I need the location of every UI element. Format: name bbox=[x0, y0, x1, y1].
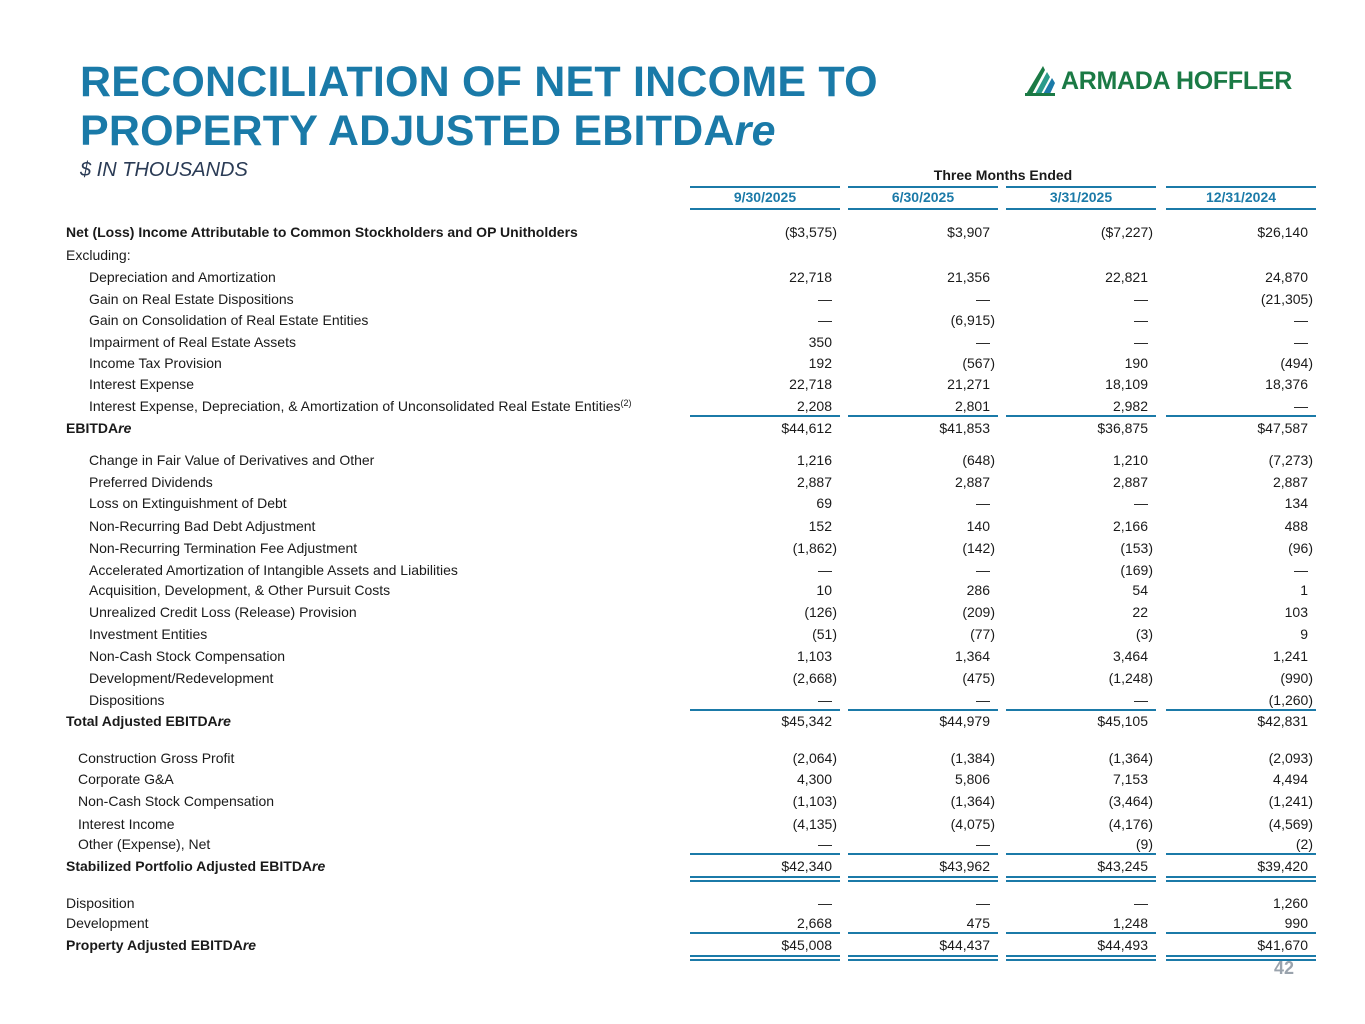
table-row bbox=[0, 397, 1365, 415]
cell-9-30-2025: 1,216 bbox=[796, 452, 832, 468]
cell-3-31-2025: 190 bbox=[1124, 355, 1148, 371]
subtotal-rule bbox=[848, 853, 998, 855]
cell-9-30-2025: — bbox=[818, 291, 832, 307]
subtotal-rule bbox=[690, 709, 840, 711]
row-label-change-in-fair-value-of-derivatives-and-other: Change in Fair Value of Derivatives and Other bbox=[89, 452, 375, 468]
cell-9-30-2025: (51) bbox=[812, 626, 837, 642]
table-row bbox=[0, 581, 1365, 599]
table-row bbox=[0, 749, 1365, 767]
row-label-gain-on-real-estate-dispositions: Gain on Real Estate Dispositions bbox=[89, 291, 294, 307]
cell-3-31-2025: (153) bbox=[1120, 540, 1153, 556]
cell-9-30-2025: — bbox=[818, 895, 832, 911]
table-row bbox=[0, 691, 1365, 709]
subtotal-rule bbox=[1166, 415, 1316, 417]
cell-9-30-2025: — bbox=[818, 312, 832, 328]
company-logo bbox=[1023, 63, 1292, 99]
table-row bbox=[0, 517, 1365, 535]
cell-3-31-2025: $45,105 bbox=[1097, 713, 1148, 729]
logo-text: ARMADA HOFFLER bbox=[1061, 66, 1292, 95]
cell-12-31-2024: 103 bbox=[1284, 604, 1308, 620]
cell-12-31-2024: 9 bbox=[1300, 626, 1308, 642]
cell-3-31-2025: 2,166 bbox=[1112, 518, 1148, 534]
row-label-net-loss-income-attributable-to-common-stockholders-and-op-unitholders: Net (Loss) Income Attributable to Common Stockholders and OP Unitholders bbox=[66, 224, 578, 240]
cell-6-30-2025: — bbox=[976, 836, 990, 852]
cell-3-31-2025: 1,210 bbox=[1112, 452, 1148, 468]
table-row bbox=[0, 669, 1365, 687]
table-row bbox=[0, 857, 1365, 875]
table-row bbox=[0, 625, 1365, 643]
table-row bbox=[0, 494, 1365, 512]
cell-6-30-2025: — bbox=[976, 895, 990, 911]
cell-9-30-2025: 2,208 bbox=[796, 398, 832, 414]
cell-3-31-2025: (9) bbox=[1135, 836, 1153, 852]
cell-6-30-2025: 1,364 bbox=[954, 648, 990, 664]
subtotal-rule bbox=[1166, 853, 1316, 855]
cell-6-30-2025: 2,801 bbox=[954, 398, 990, 414]
cell-3-31-2025: — bbox=[1134, 312, 1148, 328]
cell-9-30-2025: 22,718 bbox=[789, 376, 832, 392]
cell-9-30-2025: (4,135) bbox=[792, 816, 837, 832]
cell-9-30-2025: (2,668) bbox=[792, 670, 837, 686]
cell-3-31-2025: — bbox=[1134, 692, 1148, 708]
cell-3-31-2025: 2,982 bbox=[1112, 398, 1148, 414]
cell-6-30-2025: 5,806 bbox=[954, 771, 990, 787]
group-header: Three Months Ended bbox=[933, 167, 1073, 183]
cell-3-31-2025: $36,875 bbox=[1097, 420, 1148, 436]
subtotal-rule bbox=[1006, 415, 1156, 417]
table-row bbox=[0, 561, 1365, 579]
table-row bbox=[0, 770, 1365, 788]
table-row bbox=[0, 603, 1365, 621]
column-header-0: 9/30/2025 bbox=[690, 186, 840, 210]
cell-12-31-2024: 1 bbox=[1300, 582, 1308, 598]
table-row bbox=[0, 914, 1365, 932]
page-number: 42 bbox=[1274, 958, 1295, 978]
cell-6-30-2025: $3,907 bbox=[947, 224, 990, 240]
table-row bbox=[0, 290, 1365, 308]
row-label-other-expense-net: Other (Expense), Net bbox=[78, 836, 211, 852]
row-label-depreciation-and-amortization: Depreciation and Amortization bbox=[89, 269, 276, 285]
cell-12-31-2024: $47,587 bbox=[1257, 420, 1308, 436]
cell-6-30-2025: $44,979 bbox=[939, 713, 990, 729]
column-header-2: 3/31/2025 bbox=[1006, 186, 1156, 210]
cell-6-30-2025: — bbox=[976, 562, 990, 578]
cell-3-31-2025: $43,245 bbox=[1097, 858, 1148, 874]
cell-6-30-2025: — bbox=[976, 692, 990, 708]
cell-3-31-2025: 7,153 bbox=[1112, 771, 1148, 787]
title-line-1: RECONCILIATION OF NET INCOME TO bbox=[80, 58, 878, 106]
cell-6-30-2025: 286 bbox=[966, 582, 990, 598]
cell-12-31-2024: (1,260) bbox=[1268, 692, 1313, 708]
page-title bbox=[80, 58, 878, 156]
subtotal-rule bbox=[1166, 932, 1316, 934]
title-line-2-suffix: re bbox=[734, 107, 776, 155]
cell-3-31-2025: $44,493 bbox=[1097, 937, 1148, 953]
cell-12-31-2024: — bbox=[1294, 312, 1308, 328]
cell-6-30-2025: (6,915) bbox=[950, 312, 995, 328]
cell-12-31-2024: (2,093) bbox=[1268, 750, 1313, 766]
subtotal-rule bbox=[848, 709, 998, 711]
table-row bbox=[0, 451, 1365, 469]
cell-12-31-2024: 488 bbox=[1284, 518, 1308, 534]
cell-6-30-2025: (648) bbox=[962, 452, 995, 468]
cell-12-31-2024: (1,241) bbox=[1268, 793, 1313, 809]
table-row bbox=[0, 268, 1365, 286]
cell-12-31-2024: $39,420 bbox=[1257, 858, 1308, 874]
subtotal-rule bbox=[690, 415, 840, 417]
row-label-excluding: Excluding: bbox=[66, 247, 131, 263]
row-label-gain-on-consolidation-of-real-estate-entities: Gain on Consolidation of Real Estate Entities bbox=[89, 312, 369, 328]
column-header-3: 12/31/2024 bbox=[1166, 186, 1316, 210]
cell-6-30-2025: 475 bbox=[966, 915, 990, 931]
cell-12-31-2024: 24,870 bbox=[1265, 269, 1308, 285]
cell-9-30-2025: $45,008 bbox=[781, 937, 832, 953]
cell-9-30-2025: 350 bbox=[808, 334, 832, 350]
cell-6-30-2025: — bbox=[976, 334, 990, 350]
table-row bbox=[0, 246, 1365, 264]
cell-12-31-2024: 134 bbox=[1284, 495, 1308, 511]
armada-hoffler-icon bbox=[1023, 64, 1057, 98]
cell-12-31-2024: (7,273) bbox=[1268, 452, 1313, 468]
cell-3-31-2025 bbox=[1006, 246, 1156, 264]
row-label-accelerated-amortization-of-intangible-assets-and-liabilities: Accelerated Amortization of Intangible Assets and Liabilities bbox=[89, 562, 458, 578]
cell-3-31-2025: 1,248 bbox=[1112, 915, 1148, 931]
row-label-non-recurring-termination-fee-adjustment: Non-Recurring Termination Fee Adjustment bbox=[89, 540, 358, 556]
total-double-rule bbox=[1006, 876, 1156, 882]
row-label-total-adjusted-ebitdare: Total Adjusted EBITDAre bbox=[66, 713, 231, 729]
cell-9-30-2025: 192 bbox=[808, 355, 832, 371]
cell-3-31-2025: (3) bbox=[1135, 626, 1153, 642]
cell-6-30-2025: (142) bbox=[962, 540, 995, 556]
cell-6-30-2025: (1,384) bbox=[950, 750, 995, 766]
cell-6-30-2025: — bbox=[976, 291, 990, 307]
subtotal-rule bbox=[1006, 932, 1156, 934]
row-label-acquisition-development-other-pursuit-costs: Acquisition, Development, & Other Pursuit Costs bbox=[89, 582, 391, 598]
cell-3-31-2025: (4,176) bbox=[1108, 816, 1153, 832]
cell-12-31-2024 bbox=[1166, 246, 1316, 264]
cell-6-30-2025: (77) bbox=[970, 626, 995, 642]
cell-9-30-2025: 152 bbox=[808, 518, 832, 534]
cell-12-31-2024: — bbox=[1294, 334, 1308, 350]
cell-3-31-2025: 18,109 bbox=[1105, 376, 1148, 392]
table-row bbox=[0, 792, 1365, 810]
row-label-corporate-g-a: Corporate G&A bbox=[78, 771, 174, 787]
cell-3-31-2025: 2,887 bbox=[1112, 474, 1148, 490]
cell-12-31-2024: $42,831 bbox=[1257, 713, 1308, 729]
cell-12-31-2024: $26,140 bbox=[1257, 224, 1308, 240]
units-subtitle: $ IN THOUSANDS bbox=[80, 159, 248, 181]
cell-12-31-2024: (2) bbox=[1295, 836, 1313, 852]
table-row bbox=[0, 815, 1365, 833]
cell-6-30-2025: (475) bbox=[962, 670, 995, 686]
total-double-rule bbox=[690, 876, 840, 882]
row-label-investment-entities: Investment Entities bbox=[89, 626, 208, 642]
cell-3-31-2025: 3,464 bbox=[1112, 648, 1148, 664]
cell-12-31-2024: (21,305) bbox=[1260, 291, 1313, 307]
cell-9-30-2025: $42,340 bbox=[781, 858, 832, 874]
row-label-impairment-of-real-estate-assets: Impairment of Real Estate Assets bbox=[89, 334, 296, 350]
cell-12-31-2024: (494) bbox=[1280, 355, 1313, 371]
cell-9-30-2025: (1,103) bbox=[792, 793, 837, 809]
table-row bbox=[0, 473, 1365, 491]
cell-12-31-2024: (96) bbox=[1288, 540, 1313, 556]
cell-9-30-2025 bbox=[690, 246, 840, 264]
row-label-stabilized-portfolio-adjusted-ebitdare: Stabilized Portfolio Adjusted EBITDAre bbox=[66, 858, 326, 874]
cell-9-30-2025: 22,718 bbox=[789, 269, 832, 285]
table-row bbox=[0, 936, 1365, 954]
cell-3-31-2025: 22,821 bbox=[1105, 269, 1148, 285]
row-label-construction-gross-profit: Construction Gross Profit bbox=[78, 750, 235, 766]
cell-3-31-2025: 22 bbox=[1132, 604, 1148, 620]
cell-9-30-2025: $44,612 bbox=[781, 420, 832, 436]
row-label-interest-expense: Interest Expense bbox=[89, 376, 195, 392]
cell-9-30-2025: (2,064) bbox=[792, 750, 837, 766]
cell-9-30-2025: 69 bbox=[816, 495, 832, 511]
table-row bbox=[0, 419, 1365, 437]
table-row bbox=[0, 647, 1365, 665]
cell-6-30-2025: (4,075) bbox=[950, 816, 995, 832]
cell-3-31-2025: 54 bbox=[1132, 582, 1148, 598]
row-label-property-adjusted-ebitdare: Property Adjusted EBITDAre bbox=[66, 937, 257, 953]
title-line-2: PROPERTY ADJUSTED EBITDA bbox=[80, 107, 735, 155]
cell-6-30-2025: (567) bbox=[962, 355, 995, 371]
cell-9-30-2025: 1,103 bbox=[796, 648, 832, 664]
subtotal-rule bbox=[690, 853, 840, 855]
cell-9-30-2025: (1,862) bbox=[792, 540, 837, 556]
total-double-rule bbox=[1166, 876, 1316, 882]
cell-9-30-2025: — bbox=[818, 562, 832, 578]
subtotal-rule bbox=[690, 932, 840, 934]
cell-12-31-2024: 1,241 bbox=[1272, 648, 1308, 664]
cell-12-31-2024: 18,376 bbox=[1265, 376, 1308, 392]
cell-6-30-2025: $44,437 bbox=[939, 937, 990, 953]
table-row bbox=[0, 894, 1365, 912]
cell-6-30-2025 bbox=[848, 246, 998, 264]
table-row bbox=[0, 539, 1365, 557]
total-double-rule bbox=[690, 955, 840, 961]
row-label-interest-income: Interest Income bbox=[78, 816, 175, 832]
cell-3-31-2025: (1,364) bbox=[1108, 750, 1153, 766]
cell-3-31-2025: (169) bbox=[1120, 562, 1153, 578]
row-label-ebitdare: EBITDAre bbox=[66, 420, 132, 436]
row-label-income-tax-provision: Income Tax Provision bbox=[89, 355, 222, 371]
cell-9-30-2025: ($3,575) bbox=[784, 224, 837, 240]
subtotal-rule bbox=[848, 932, 998, 934]
table-row bbox=[0, 223, 1365, 241]
subtotal-rule bbox=[848, 415, 998, 417]
table-row bbox=[0, 311, 1365, 329]
cell-9-30-2025: — bbox=[818, 836, 832, 852]
cell-6-30-2025: 21,271 bbox=[947, 376, 990, 392]
cell-3-31-2025: — bbox=[1134, 895, 1148, 911]
column-header-1: 6/30/2025 bbox=[848, 186, 998, 210]
row-label-non-recurring-bad-debt-adjustment: Non-Recurring Bad Debt Adjustment bbox=[89, 518, 316, 534]
table-row bbox=[0, 835, 1365, 853]
cell-12-31-2024: 1,260 bbox=[1272, 895, 1308, 911]
cell-3-31-2025: — bbox=[1134, 495, 1148, 511]
cell-9-30-2025: 4,300 bbox=[796, 771, 832, 787]
cell-6-30-2025: (1,364) bbox=[950, 793, 995, 809]
cell-3-31-2025: (1,248) bbox=[1108, 670, 1153, 686]
cell-3-31-2025: — bbox=[1134, 291, 1148, 307]
row-label-preferred-dividends: Preferred Dividends bbox=[89, 474, 213, 490]
row-label-development: Development bbox=[66, 915, 149, 931]
row-label-non-cash-stock-compensation: Non-Cash Stock Compensation bbox=[89, 648, 286, 664]
cell-3-31-2025: — bbox=[1134, 334, 1148, 350]
cell-3-31-2025: (3,464) bbox=[1108, 793, 1153, 809]
subtotal-rule bbox=[1006, 709, 1156, 711]
cell-3-31-2025: ($7,227) bbox=[1100, 224, 1153, 240]
table-row bbox=[0, 354, 1365, 372]
table-row bbox=[0, 712, 1365, 730]
cell-12-31-2024: 4,494 bbox=[1272, 771, 1308, 787]
row-label-disposition: Disposition bbox=[66, 895, 135, 911]
cell-12-31-2024: — bbox=[1294, 562, 1308, 578]
cell-12-31-2024: 2,887 bbox=[1272, 474, 1308, 490]
footnote-marker: (2) bbox=[620, 398, 632, 408]
cell-6-30-2025: $43,962 bbox=[939, 858, 990, 874]
cell-9-30-2025: (126) bbox=[804, 604, 837, 620]
cell-9-30-2025: 2,887 bbox=[796, 474, 832, 490]
cell-12-31-2024: 990 bbox=[1284, 915, 1308, 931]
row-label-non-cash-stock-compensation: Non-Cash Stock Compensation bbox=[78, 793, 275, 809]
cell-6-30-2025: $41,853 bbox=[939, 420, 990, 436]
cell-6-30-2025: 2,887 bbox=[954, 474, 990, 490]
total-double-rule bbox=[1006, 955, 1156, 961]
cell-12-31-2024: — bbox=[1294, 398, 1308, 414]
total-double-rule bbox=[848, 955, 998, 961]
cell-9-30-2025: $45,342 bbox=[781, 713, 832, 729]
cell-12-31-2024: (4,569) bbox=[1268, 816, 1313, 832]
cell-9-30-2025: 10 bbox=[816, 582, 832, 598]
row-label-unrealized-credit-loss-release-provision: Unrealized Credit Loss (Release) Provision bbox=[89, 604, 357, 620]
cell-12-31-2024: $41,670 bbox=[1257, 937, 1308, 953]
row-label-loss-on-extinguishment-of-debt: Loss on Extinguishment of Debt bbox=[89, 495, 287, 511]
cell-12-31-2024: (990) bbox=[1280, 670, 1313, 686]
cell-6-30-2025: 21,356 bbox=[947, 269, 990, 285]
total-double-rule bbox=[848, 876, 998, 882]
cell-6-30-2025: 140 bbox=[966, 518, 990, 534]
row-label-development-redevelopment: Development/Redevelopment bbox=[89, 670, 274, 686]
cell-9-30-2025: 2,668 bbox=[796, 915, 832, 931]
subtotal-rule bbox=[1006, 853, 1156, 855]
cell-9-30-2025: — bbox=[818, 692, 832, 708]
subtotal-rule bbox=[1166, 709, 1316, 711]
table-row bbox=[0, 375, 1365, 393]
cell-6-30-2025: — bbox=[976, 495, 990, 511]
cell-6-30-2025: (209) bbox=[962, 604, 995, 620]
row-label-interest-expense-depreciation-amortization-of-unconsolidated-real-estate-entities: Interest Expense, Depreciation, & Amortization of Unconsolidated Real Estate Entities$^{(2)}$ bbox=[89, 398, 632, 414]
row-label-dispositions: Dispositions bbox=[89, 692, 165, 708]
table-row bbox=[0, 333, 1365, 351]
